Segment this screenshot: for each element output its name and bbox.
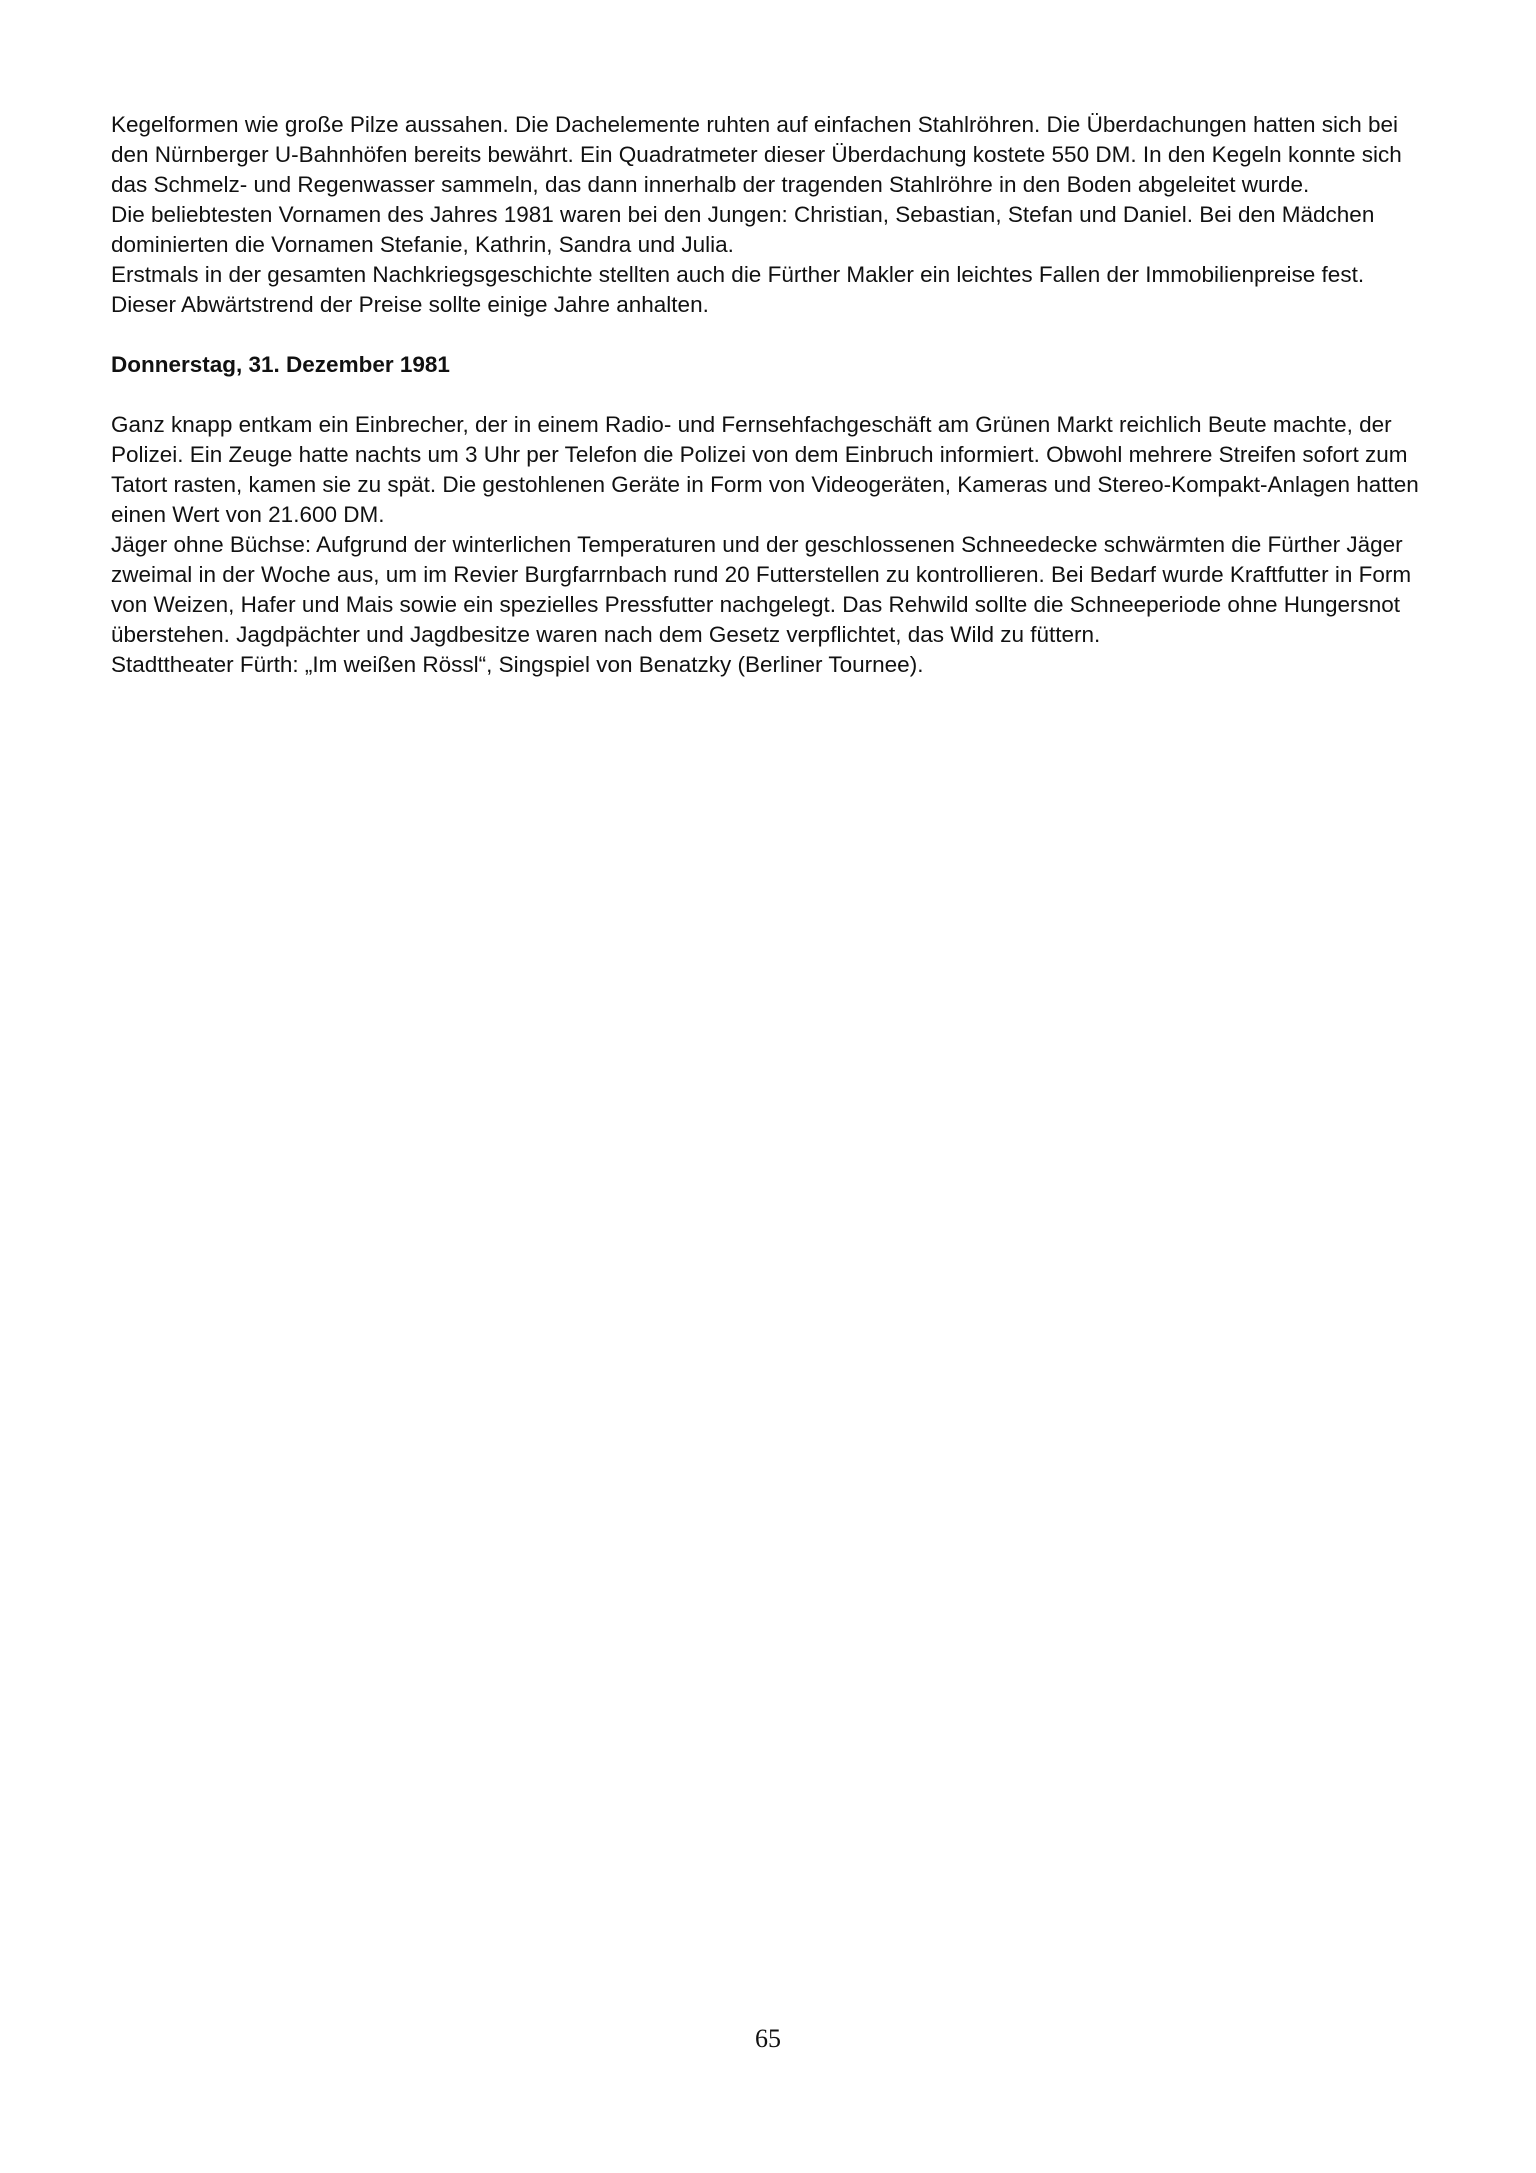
- paragraph-real-estate: Erstmals in der gesamten Nachkriegsgeschichte stellten auch die Fürther Makler ein leichtes Fallen der Immobilienpreise fest. Dieser Abwärtstrend der Preise sollte einige Jahre anhalten.: [111, 262, 1365, 317]
- paragraph-burglary: Ganz knapp entkam ein Einbrecher, der in einem Radio- und Fernsehfachgeschäft am Grünen Markt reichlich Beute machte, der Polizei. Ein Zeuge hatte nachts um 3 Uhr per Telefon die Polizei von dem Einbruch informiert. Obwohl mehrere Streifen sofort zum Tatort rasten, kamen sie zu spät. Die gestohlenen Geräte in Form von Videogeräten, Kameras und Stereo-Kompakt-Anlagen hatten einen Wert von 21.600 DM.: [111, 412, 1419, 527]
- paragraph-hunters: Jäger ohne Büchse: Aufgrund der winterlichen Temperaturen und der geschlossenen Schneedecke schwärmten die Fürther Jäger zweimal in der Woche aus, um im Revier Burgfarrnbach rund 20 Futterstellen zu kontrollieren. Bei Bedarf wurde Kraftfutter in Form von Weizen, Hafer und Mais sowie ein spezielles Pressfutter nachgelegt. Das Rehwild sollte die Schneeperiode ohne Hungersnot überstehen. Jagdpächter und Jagdbesitze waren nach dem Gesetz verpflichtet, das Wild zu füttern.: [111, 532, 1412, 647]
- paragraph-popular-names: Die beliebtesten Vornamen des Jahres 1981 waren bei den Jungen: Christian, Sebastian, Stefan und Daniel. Bei den Mädchen dominierten die Vornamen Stefanie, Kathrin, Sandra und Julia.: [111, 202, 1375, 257]
- page-body: [111, 110, 1431, 680]
- page-number: 65: [755, 2024, 781, 2053]
- date-heading: Donnerstag, 31. Dezember 1981: [111, 352, 450, 377]
- paragraph-roof-cones: Kegelformen wie große Pilze aussahen. Die Dachelemente ruhten auf einfachen Stahlröhren. Die Überdachungen hatten sich bei den Nürnberger U-Bahnhöfen bereits bewährt. Ein Quadratmeter dieser Überdachung kostete 550 DM. In den Kegeln konnte sich das Schmelz- und Regenwasser sammeln, das dann innerhalb der tragenden Stahlröhre in den Boden abgeleitet wurde.: [111, 112, 1402, 197]
- paragraph-theater: Stadttheater Fürth: „Im weißen Rössl“, Singspiel von Benatzky (Berliner Tournee).: [111, 652, 924, 677]
